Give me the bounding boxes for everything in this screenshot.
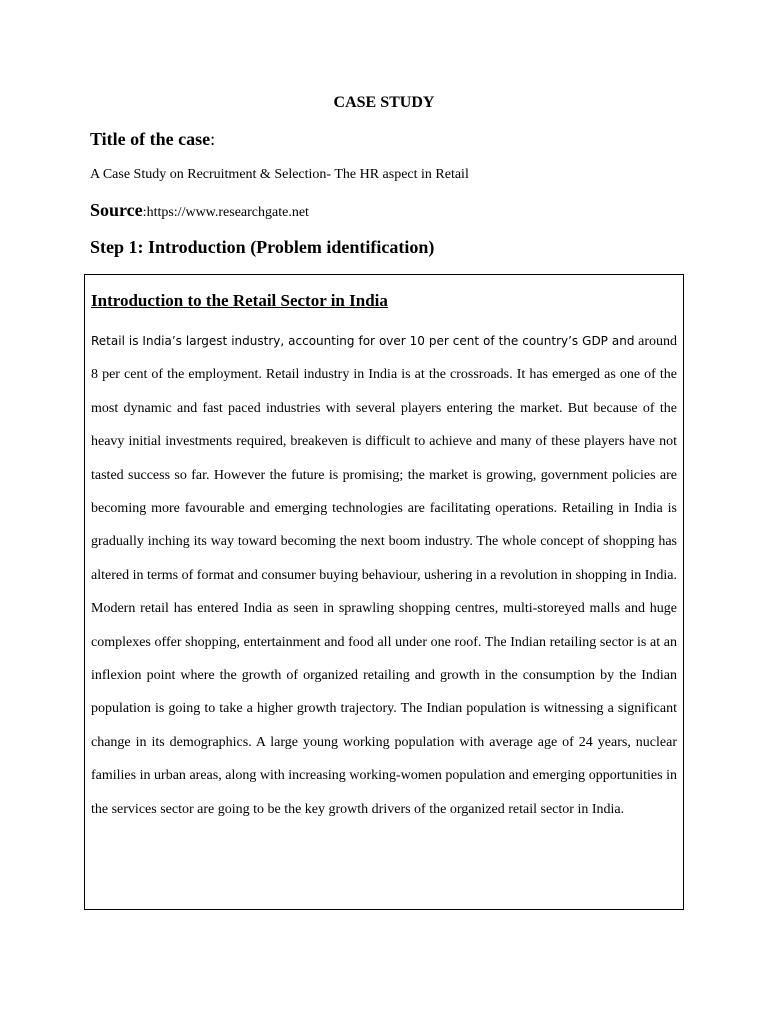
source-value: https://www.researchgate.net xyxy=(146,205,309,220)
step-heading: Step 1: Introduction (Problem identification) xyxy=(90,237,435,257)
introduction-box xyxy=(84,274,684,910)
introduction-paragraph xyxy=(91,325,677,826)
source-label: Source xyxy=(90,200,143,220)
case-title-label-text: Title of the case xyxy=(90,129,211,149)
introduction-first-line: Retail is India’s largest industry, accounting for over 10 per cent of the country’s GDP and xyxy=(91,334,635,348)
source-line xyxy=(90,200,309,221)
case-title-label xyxy=(90,129,215,150)
case-title-label-colon: : xyxy=(210,129,216,149)
source-colon: : xyxy=(142,205,147,220)
document-title: CASE STUDY xyxy=(333,94,435,111)
section-heading: Introduction to the Retail Sector in India xyxy=(91,291,388,310)
introduction-body: around 8 per cent of the employment. Retail industry in India is at the crossroads. It has emerged as one of the most dynamic and fast paced industries with several players entering the market. But because of the heavy initial investments required, breakeven is difficult to achieve and many of these players have not tasted success so far. However the future is promising; the market is growing, government policies are becoming more favourable and emerging technologies are facilitating operations. Retailing in India is gradually inching its way toward becoming the next boom industry. The whole concept of shopping has altered in terms of format and consumer buying behaviour, ushering in a revolution in shopping in India. Modern retail has entered India as seen in sprawling shopping centres, multi-storeyed malls and huge complexes offer shopping, entertainment and food all under one roof. The Indian retailing sector is at an inflexion point where the growth of organized retailing and growth in the consumption by the Indian population is going to take a higher growth trajectory. The Indian population is witnessing a significant change in its demographics. A large young working population with average age of 24 years, nuclear families in urban areas, along with increasing working-women population and emerging opportunities in the services sector are going to be the key growth drivers of the organized retail sector in India. xyxy=(91,334,678,817)
case-title-text: A Case Study on Recruitment & Selection- The HR aspect in Retail xyxy=(90,167,469,182)
